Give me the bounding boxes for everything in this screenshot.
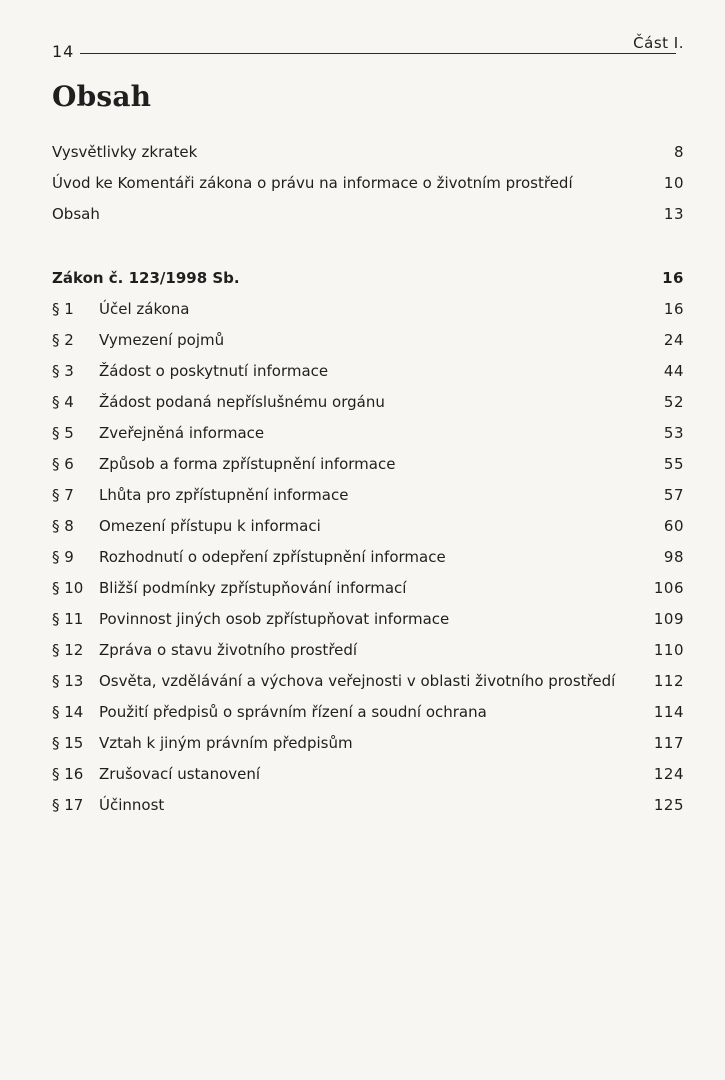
toc-section-symbol: § 1 (52, 300, 74, 318)
toc-entry-title: Žádost o poskytnutí informace (99, 362, 329, 380)
toc-section-entry (52, 573, 684, 604)
section-gap (52, 230, 684, 263)
toc-entry-title: Lhůta pro zpřístupnění informace (99, 486, 349, 504)
toc-section-entry (52, 325, 684, 356)
toc-entry (52, 199, 684, 230)
toc-page-number: 16 (662, 269, 684, 287)
toc-page-number: 125 (653, 796, 684, 814)
toc-section-symbol: § 11 (52, 610, 84, 628)
table-of-contents (52, 137, 684, 821)
toc-page-number: 110 (653, 641, 684, 659)
toc-entry-title: Vysvětlivky zkratek (52, 143, 198, 161)
toc-page-number: 60 (663, 517, 684, 535)
toc-page-number: 117 (653, 734, 684, 752)
toc-section-symbol: § 9 (52, 548, 74, 566)
part-label: Část I. (629, 34, 684, 52)
toc-page-number: 114 (653, 703, 684, 721)
toc-entry-title: Zrušovací ustanovení (99, 765, 261, 783)
toc-entry-title: Zákon č. 123/1998 Sb. (52, 269, 240, 287)
toc-section-symbol: § 2 (52, 331, 74, 349)
toc-page-number: 57 (663, 486, 684, 504)
toc-page-number: 44 (663, 362, 684, 380)
toc-entry-title: Obsah (52, 205, 100, 223)
toc-section-entry (52, 697, 684, 728)
toc-law-entry (52, 263, 684, 294)
toc-section-symbol: § 3 (52, 362, 74, 380)
toc-entry-title: Účinnost (99, 796, 165, 814)
toc-section-symbol: § 12 (52, 641, 84, 659)
toc-entry (52, 168, 684, 199)
toc-section-entry (52, 294, 684, 325)
page-number: 14 (52, 42, 75, 61)
toc-section-symbol: § 8 (52, 517, 74, 535)
toc-entry-title: Účel zákona (99, 300, 190, 318)
toc-entry-title: Vztah k jiným právním předpisům (99, 734, 353, 752)
toc-entry-title: Úvod ke Komentáři zákona o právu na informace o životním prostředí (52, 174, 573, 192)
toc-section-symbol: § 10 (52, 579, 84, 597)
toc-section-entry (52, 759, 684, 790)
toc-section-entry (52, 356, 684, 387)
toc-section-entry (52, 511, 684, 542)
toc-page-number: 13 (663, 205, 684, 223)
section-entries (52, 294, 684, 821)
toc-section-symbol: § 6 (52, 455, 74, 473)
toc-entry-title: Způsob a forma zpřístupnění informace (99, 455, 396, 473)
toc-section-symbol: § 17 (52, 796, 84, 814)
toc-page-number: 98 (663, 548, 684, 566)
toc-section-entry (52, 635, 684, 666)
toc-section-entry (52, 449, 684, 480)
toc-section-entry (52, 542, 684, 573)
toc-page-number: 10 (663, 174, 684, 192)
toc-section-entry (52, 790, 684, 821)
toc-page-number: 53 (663, 424, 684, 442)
toc-entry-title: Použití předpisů o správním řízení a soudní ochrana (99, 703, 487, 721)
toc-section-entry (52, 666, 684, 697)
toc-page-number: 124 (653, 765, 684, 783)
toc-section-entry (52, 387, 684, 418)
toc-entry-title: Zpráva o stavu životního prostředí (99, 641, 358, 659)
toc-section-symbol: § 15 (52, 734, 84, 752)
toc-section-entry (52, 418, 684, 449)
toc-entry-title: Vymezení pojmů (99, 331, 225, 349)
toc-section-symbol: § 5 (52, 424, 74, 442)
page-title: Obsah (52, 80, 152, 113)
toc-page-number: 112 (653, 672, 684, 690)
toc-entry-title: Povinnost jiných osob zpřístupňovat informace (99, 610, 450, 628)
toc-page-number: 52 (663, 393, 684, 411)
toc-section-entry (52, 728, 684, 759)
toc-entry (52, 137, 684, 168)
toc-page-number: 55 (663, 455, 684, 473)
toc-entry-title: Bližší podmínky zpřístupňování informací (99, 579, 407, 597)
toc-page-number: 109 (653, 610, 684, 628)
toc-section-symbol: § 16 (52, 765, 84, 783)
toc-page-number: 16 (663, 300, 684, 318)
toc-entry-title: Osvěta, vzdělávání a výchova veřejnosti v oblasti životního prostředí (99, 672, 616, 690)
intro-entries (52, 137, 684, 230)
toc-page-number: 106 (653, 579, 684, 597)
toc-entry-title: Zveřejněná informace (99, 424, 265, 442)
toc-entry-title: Rozhodnutí o odepření zpřístupnění informace (99, 548, 446, 566)
running-header (52, 34, 684, 61)
toc-section-symbol: § 7 (52, 486, 74, 504)
toc-section-symbol: § 14 (52, 703, 84, 721)
toc-section-entry (52, 604, 684, 635)
header-rule (80, 53, 676, 54)
toc-section-symbol: § 4 (52, 393, 74, 411)
toc-page-number: 8 (673, 143, 684, 161)
toc-section-symbol: § 13 (52, 672, 84, 690)
toc-section-entry (52, 480, 684, 511)
toc-entry-title: Omezení přístupu k informaci (99, 517, 321, 535)
toc-page-number: 24 (663, 331, 684, 349)
toc-entry-title: Žádost podaná nepříslušnému orgánu (99, 393, 385, 411)
